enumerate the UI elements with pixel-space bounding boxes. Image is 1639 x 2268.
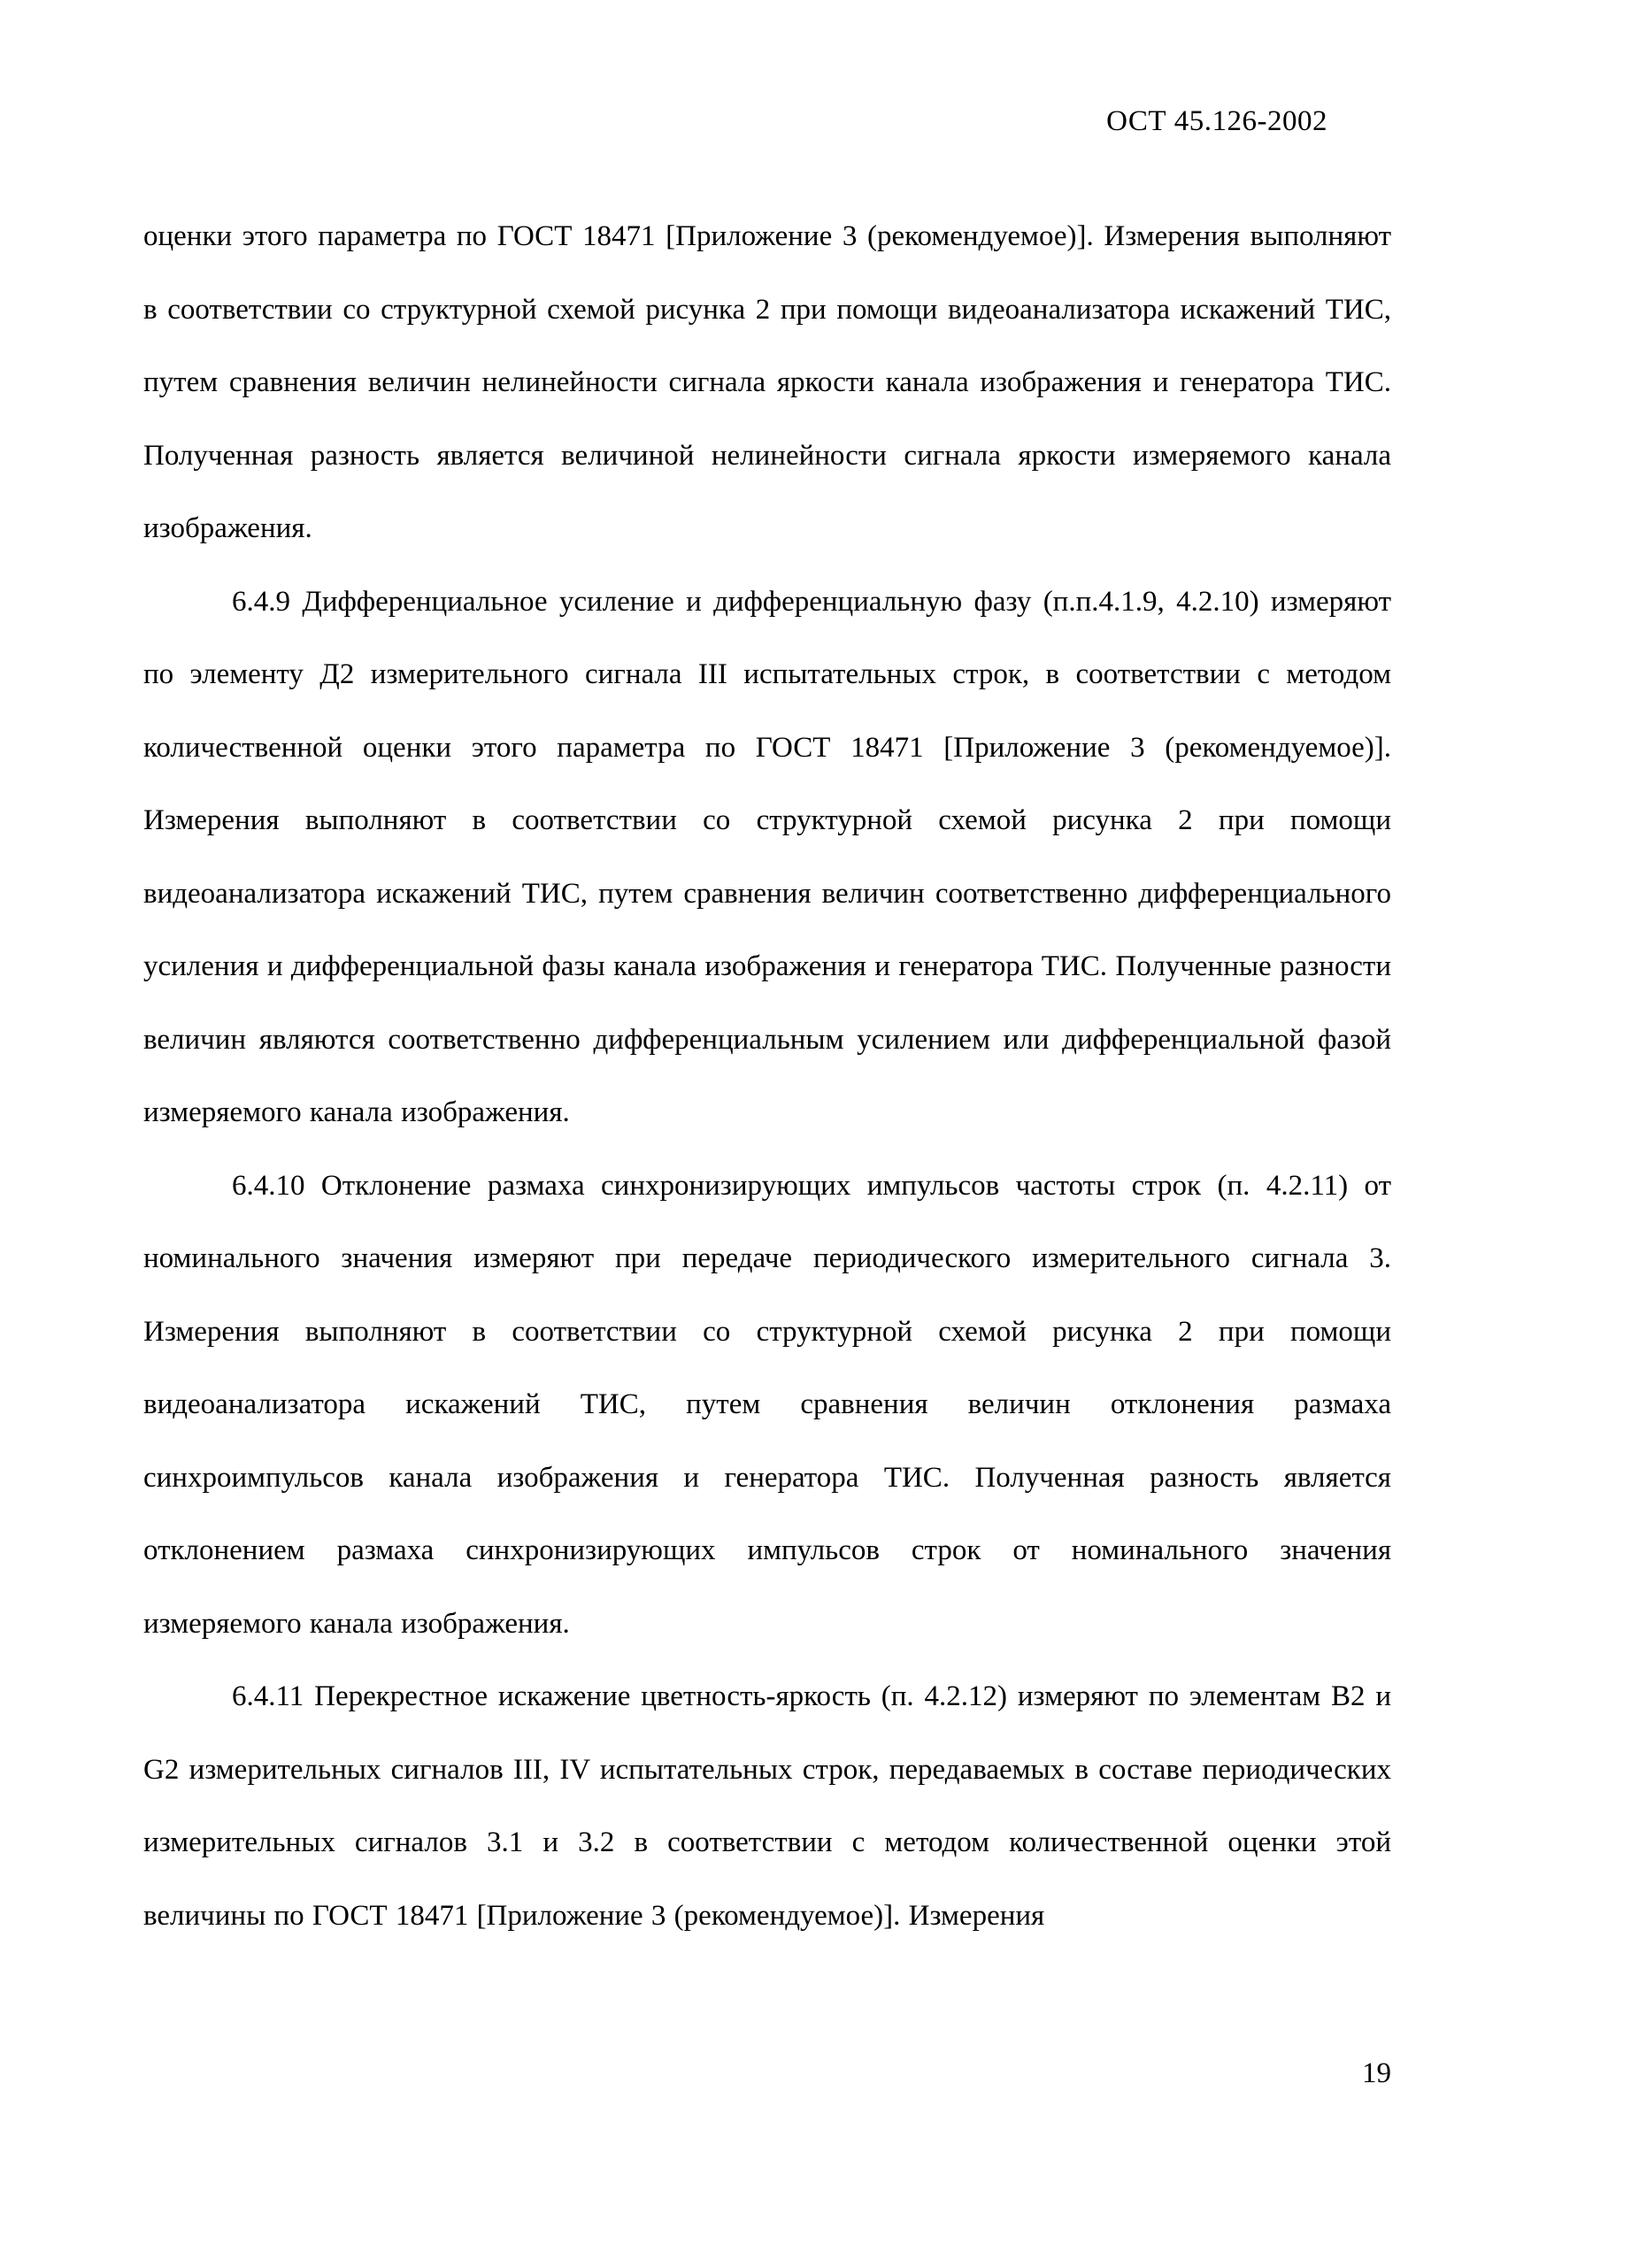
- paragraph-6-4-11: 6.4.11 Перекрестное искажение цветность-яркость (п. 4.2.12) измеряют по элементам B2 и G2 измерительных сигналов III, IV испытательных строк, передаваемых в составе периодических измерительных сигналов 3.1 и 3.2 в соответствии с методом количественной оценки этой величины по ГОСТ 18471 [Приложение 3 (рекомендуемое)]. Измерения: [143, 1680, 1391, 1932]
- document-code-header: ОСТ 45.126-2002: [1106, 105, 1327, 137]
- paragraph-continuation: оценки этого параметра по ГОСТ 18471 [Приложение 3 (рекомендуемое)]. Измерения выполняют в соответствии со структурной схемой рисунка 2 при помощи видеоанализатора искажений ТИС, путем сравнения величин нелинейности сигнала яркости канала изображения и генератора ТИС. Полученная разность является величиной нелинейности сигнала яркости измеряемого канала изображения.: [143, 220, 1391, 544]
- page-number: 19: [1362, 2057, 1391, 2089]
- paragraph-6-4-10: 6.4.10 Отклонение размаха синхронизирующих импульсов частоты строк (п. 4.2.11) от номинального значения измеряют при передаче периодического измерительного сигнала 3. Измерения выполняют в соответствии со структурной схемой рисунка 2 при помощи видеоанализатора искажений ТИС, путем сравнения величин отклонения размаха синхроимпульсов канала изображения и генератора ТИС. Полученная разность является отклонением размаха синхронизирующих импульсов строк от номинального значения измеряемого канала изображения.: [143, 1169, 1391, 1640]
- paragraph-6-4-9: 6.4.9 Дифференциальное усиление и дифференциальную фазу (п.п.4.1.9, 4.2.10) измеряют по элементу Д2 измерительного сигнала III испытательных строк, в соответствии с методом количественной оценки этого параметра по ГОСТ 18471 [Приложение 3 (рекомендуемое)]. Измерения выполняют в соответствии со структурной схемой рисунка 2 при помощи видеоанализатора искажений ТИС, путем сравнения величин соответственно дифференциального усиления и дифференциальной фазы канала изображения и генератора ТИС. Полученные разности величин являются соответственно дифференциальным усилением или дифференциальной фазой измеряемого канала изображения.: [143, 585, 1391, 1128]
- document-body: [143, 200, 1391, 1952]
